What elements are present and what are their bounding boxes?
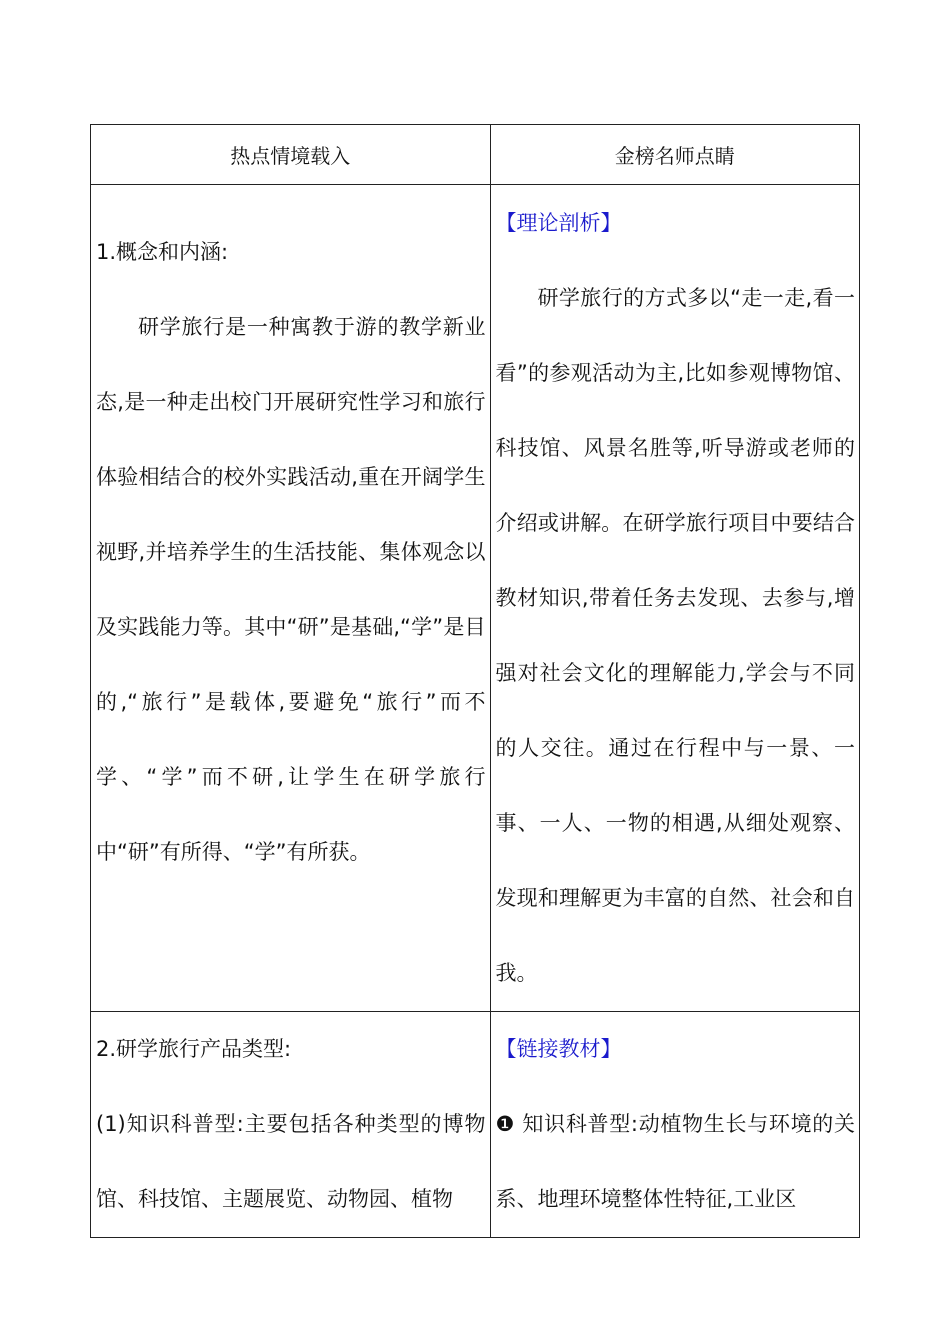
section-body: (1)知识科普型:主要包括各种类型的博物馆、科技馆、主题展览、动物园、植物 bbox=[96, 1112, 486, 1211]
textbook-link-label: 【链接教材】 bbox=[495, 1037, 622, 1061]
theory-analysis-label: 【理论剖析】 bbox=[495, 211, 622, 235]
header-right: 金榜名师点睛 bbox=[490, 125, 859, 185]
section-heading: 2.研学旅行产品类型: bbox=[96, 1037, 292, 1061]
header-row bbox=[91, 125, 860, 185]
header-left: 热点情境载入 bbox=[91, 125, 491, 185]
commentary-cell bbox=[490, 185, 859, 1012]
content-table bbox=[90, 124, 860, 1238]
hotspot-cell bbox=[91, 1012, 491, 1238]
table-row bbox=[91, 185, 860, 1012]
commentary-cell bbox=[490, 1012, 859, 1238]
table-row bbox=[91, 1012, 860, 1238]
commentary-body: 研学旅行的方式多以“走一走,看一看”的参观活动为主,比如参观博物馆、科技馆、风景名胜等,听导游或老师的介绍或讲解。在研学旅行项目中要结合教材知识,带着任务去发现、去参与,增强对社会文化的理解能力,学会与不同的人交往。通过在行程中与一景、一事、一人、一物的相遇,从细处观察、发现和理解更为丰富的自然、社会和自我。 bbox=[495, 286, 855, 985]
section-body: 研学旅行是一种寓教于游的教学新业态,是一种走出校门开展研究性学习和旅行体验相结合的校外实践活动,重在开阔学生视野,并培养学生的生活技能、集体观念以及实践能力等。其中“研”是基础,“学”是目的,“旅行”是载体,要避免“旅行”而不学、“学”而不研,让学生在研学旅行中“研”有所得、“学”有所获。 bbox=[96, 315, 486, 864]
commentary-body: ❶ 知识科普型:动植物生长与环境的关系、地理环境整体性特征,工业区 bbox=[495, 1112, 855, 1211]
section-heading: 1.概念和内涵: bbox=[96, 240, 229, 264]
hotspot-cell bbox=[91, 185, 491, 1012]
